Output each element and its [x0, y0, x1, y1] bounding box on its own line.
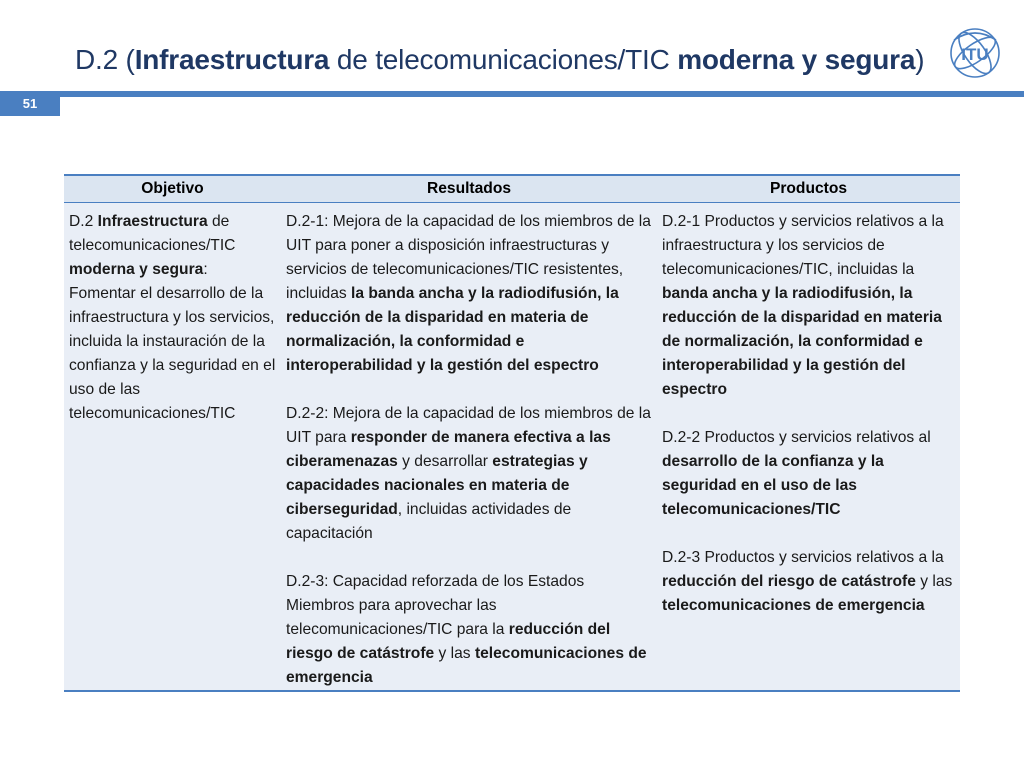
header-resultados: Resultados: [281, 175, 657, 203]
resultados-cell: [281, 203, 657, 692]
table-header-row: [64, 175, 960, 203]
slide-title: [75, 44, 924, 76]
title-text: D.2 (: [75, 44, 135, 75]
title-text: de telecomunicaciones/TIC: [329, 44, 678, 75]
itu-logo: [944, 22, 1006, 84]
title-text: ): [915, 44, 925, 75]
resultado-d2-1: D.2-1: Mejora de la capacidad de los miembros de la UIT para poner a disposición infraestructuras y servicios de telecomunicaciones/TIC resistentes, incluidas la banda ancha y la radiodifusión, la reducción de la disparidad en materia de normalización, la conformidad e interoperabilidad y la gestión del espectro: [286, 213, 651, 374]
resultado-d2-3: D.2-3: Capacidad reforzada de los Estados Miembros para aprovechar las telecomunicaciones/TIC para la reducción del riesgo de catástrofe y las telecomunicaciones de emergencia: [286, 573, 647, 686]
slide-number: 51: [0, 91, 60, 116]
objetivo-cell: [64, 203, 281, 692]
header-productos: Productos: [657, 175, 960, 203]
svg-text:ITU: ITU: [961, 45, 989, 64]
productos-cell: [657, 203, 960, 692]
producto-d2-1: D.2-1 Productos y servicios relativos a la infraestructura y los servicios de telecomunicaciones/TIC, incluidas la banda ancha y la radiodifusión, la reducción de la disparidad en materia de normalización, la conformidad e interoperabilidad y la gestión del espectro: [662, 213, 944, 398]
title-bold-text: Infraestructura: [134, 44, 330, 75]
objectives-table: [64, 174, 960, 692]
title-underline-bar: [60, 91, 1024, 97]
title-bold-text: moderna y segura: [677, 44, 916, 75]
table-row: [64, 203, 960, 692]
header-objetivo: Objetivo: [64, 175, 281, 203]
producto-d2-3: D.2-3 Productos y servicios relativos a la reducción del riesgo de catástrofe y las telecomunicaciones de emergencia: [662, 549, 953, 614]
resultado-d2-2: D.2-2: Mejora de la capacidad de los miembros de la UIT para responder de manera efectiva a las ciberamenazas y desarrollar estrategias y capacidades nacionales en materia de ciberseguridad, incluidas actividades de capacitación: [286, 405, 651, 542]
objetivo-text: D.2 Infraestructura de telecomunicaciones/TIC moderna y segura: Fomentar el desarrollo de la infraestructura y los servicios, incluida la instauración de la confianza y la seguridad en el uso de las telecomunicaciones/TIC: [69, 213, 276, 422]
producto-d2-2: D.2-2 Productos y servicios relativos al desarrollo de la confianza y la seguridad en el uso de las telecomunicaciones/TIC: [662, 429, 931, 518]
